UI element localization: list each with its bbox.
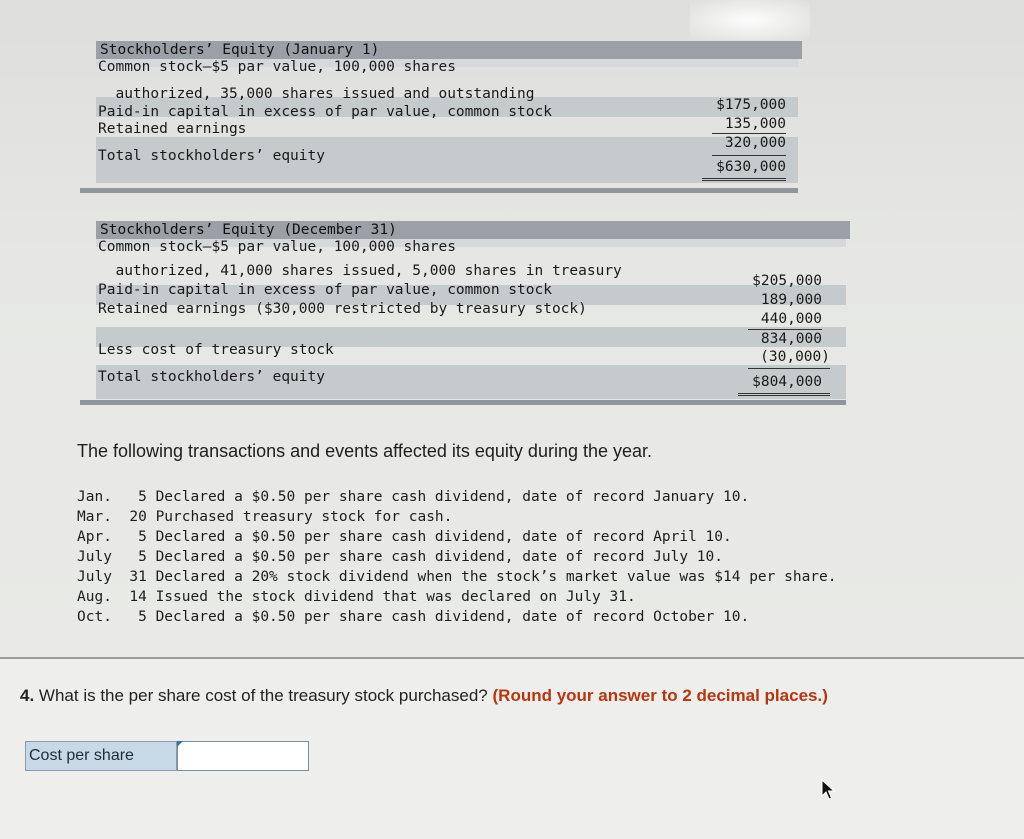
december-table-bottom-rule bbox=[80, 400, 846, 405]
december-row-total: Total stockholders’ equity bbox=[98, 369, 325, 385]
december-row-paid-in-capital: Paid-in capital in excess of par value, common stock bbox=[98, 282, 552, 298]
december-value-subtotal: 834,000 bbox=[760, 331, 822, 347]
question-text bbox=[20, 686, 828, 706]
transaction-item: Jan. 5 Declared a $0.50 per share cash dividend, date of record January 10. bbox=[77, 489, 750, 505]
question-number: 4. bbox=[20, 686, 35, 705]
photo-glare bbox=[690, 0, 810, 40]
transaction-item: July 5 Declared a $0.50 per share cash dividend, date of record July 10. bbox=[77, 549, 724, 565]
transaction-item: Mar. 20 Purchased treasury stock for cash. bbox=[77, 509, 453, 525]
december-value-total: $804,000 bbox=[752, 374, 822, 390]
december-row-common-stock: Common stock—$5 par value, 100,000 shares bbox=[98, 239, 456, 255]
january-table-title: Stockholders’ Equity (January 1) bbox=[96, 41, 802, 59]
january-row-authorized: authorized, 35,000 shares issued and outstanding bbox=[98, 86, 535, 102]
transactions-intro: The following transactions and events affected its equity during the year. bbox=[77, 441, 653, 461]
january-value-paid-in-capital: 135,000 bbox=[724, 116, 786, 132]
december-value-retained-earnings: 440,000 bbox=[760, 311, 822, 327]
december-row-retained-earnings: Retained earnings ($30,000 restricted by treasury stock) bbox=[98, 301, 587, 317]
cost-per-share-input[interactable] bbox=[177, 741, 309, 771]
december-value-treasury: (30,000) bbox=[760, 349, 830, 365]
cost-per-share-label: Cost per share bbox=[25, 741, 177, 771]
transaction-item: Oct. 5 Declared a $0.50 per share cash dividend, date of record October 10. bbox=[77, 609, 750, 625]
january-value-common-stock: $175,000 bbox=[716, 97, 786, 113]
transaction-item: July 31 Declared a 20% stock dividend when the stock’s market value was $14 per share. bbox=[77, 569, 837, 585]
question-body: What is the per share cost of the treasury stock purchased? bbox=[38, 686, 488, 705]
december-value-common-stock: $205,000 bbox=[752, 273, 822, 289]
mouse-cursor-icon bbox=[820, 779, 836, 801]
january-row-common-stock: Common stock—$5 par value, 100,000 shares bbox=[98, 59, 456, 75]
december-row-less-treasury: Less cost of treasury stock bbox=[98, 342, 334, 358]
december-table-title: Stockholders’ Equity (December 31) bbox=[96, 221, 850, 239]
january-table-bottom-rule bbox=[80, 188, 798, 193]
question-rounding-note: (Round your answer to 2 decimal places.) bbox=[492, 686, 828, 705]
transaction-item: Apr. 5 Declared a $0.50 per share cash dividend, date of record April 10. bbox=[77, 529, 732, 545]
transaction-item: Aug. 14 Issued the stock dividend that was declared on July 31. bbox=[77, 589, 636, 605]
january-value-retained-earnings: 320,000 bbox=[724, 135, 786, 151]
january-value-total: $630,000 bbox=[716, 159, 786, 175]
january-row-retained-earnings: Retained earnings bbox=[98, 121, 247, 137]
january-row-total: Total stockholders’ equity bbox=[98, 148, 325, 164]
january-row-paid-in-capital: Paid-in capital in excess of par value, common stock bbox=[98, 104, 552, 120]
december-value-paid-in-capital: 189,000 bbox=[760, 292, 822, 308]
december-row-authorized: authorized, 41,000 shares issued, 5,000 shares in treasury bbox=[98, 263, 622, 279]
input-flag-icon bbox=[177, 741, 183, 747]
